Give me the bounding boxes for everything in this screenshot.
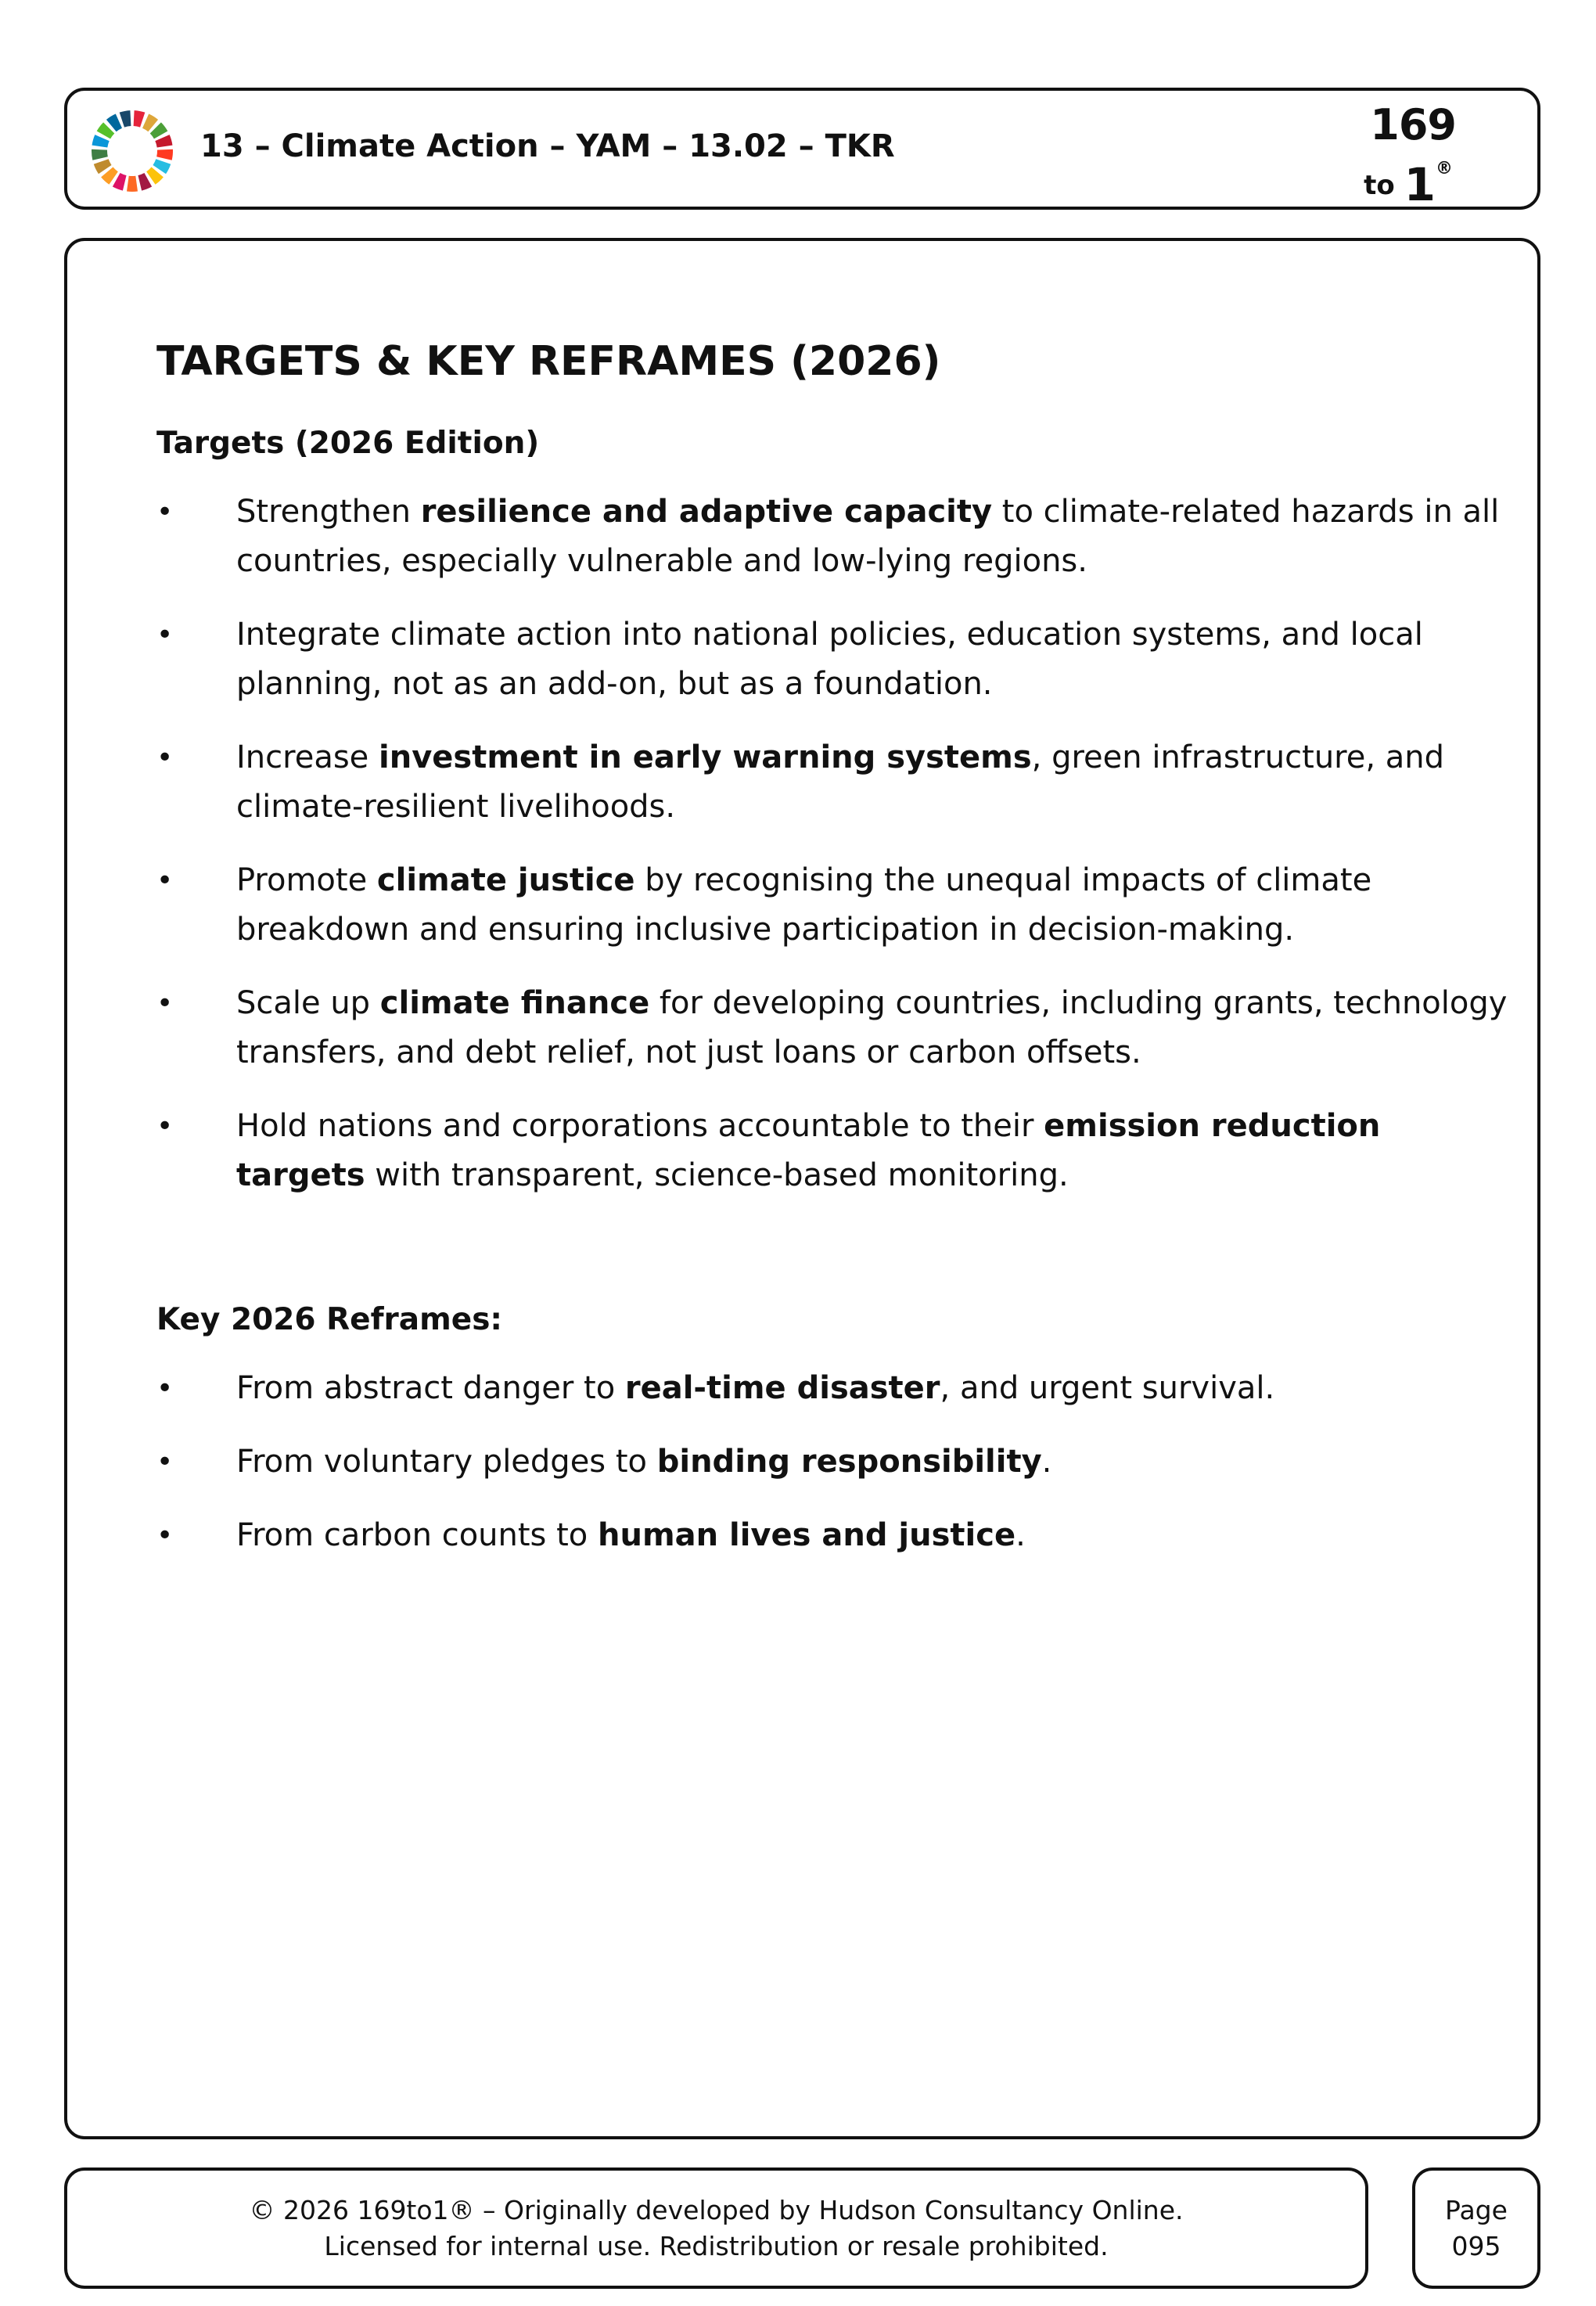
brand-mark [1364,100,1500,211]
text-segment: Promote [236,862,377,898]
brand-registered: ® [1436,159,1453,178]
targets-list [156,487,1510,1225]
logo-segment [156,149,173,160]
text-segment: From voluntary pledges to [236,1444,657,1480]
list-item [156,1511,1510,1560]
text-segment: , green infrastructure, and climate-resilient livelihoods. [236,739,1445,825]
page-label: Page [1445,2195,1508,2225]
text-segment: Scale up [236,985,380,1021]
sdg-wheel-logo [89,108,175,194]
text-segment: , and urgent survival. [940,1370,1275,1406]
text-segment: Strengthen [236,494,421,530]
footer-line-2: Licensed for internal use. Redistribution or resale prohibited. [324,2231,1109,2261]
brand-to-text: to [1364,170,1395,201]
list-item [156,1437,1510,1487]
reframes-heading: Key 2026 Reframes: [156,1302,503,1337]
logo-segment [134,110,146,128]
text-segment: From abstract danger to [236,1370,625,1406]
list-item [156,979,1510,1077]
bold-phrase: real-time disaster [624,1370,940,1406]
text-segment: with transparent, science-based monitoring. [365,1157,1069,1193]
logo-segment [92,149,108,160]
targets-heading: Targets (2026 Edition) [156,426,540,461]
page-number-box [1412,2167,1540,2289]
bold-phrase: binding responsibility [656,1444,1042,1480]
bold-phrase: investment in early warning systems [379,739,1032,775]
footer-line-1: © 2026 169to1® – Originally developed by Hudson Consultancy Online. [249,2195,1184,2225]
brand-to-one [1364,158,1453,211]
list-item [156,487,1510,586]
text-segment: by recognising the unequal impacts of climate breakdown and ensuring inclusive participation in decision-making. [236,862,1372,948]
text-segment: to climate-related hazards in all countries, especially vulnerable and low-lying regions. [236,494,1500,579]
bold-phrase: emission reduction targets [236,1108,1381,1193]
text-segment: . [1015,1517,1026,1553]
footer-copyright [64,2167,1368,2289]
text-segment: Increase [236,739,379,775]
brand-one: 1 [1404,158,1436,211]
list-item [156,1364,1510,1413]
bold-phrase: resilience and adaptive capacity [420,494,993,530]
text-segment: Integrate climate action into national policies, education systems, and local planning, not as an add-on, but as a foundation. [236,617,1423,702]
logo-segment [127,176,138,192]
text-segment: . [1041,1444,1052,1480]
reframes-list [156,1364,1510,1585]
bold-phrase: human lives and justice [597,1517,1016,1553]
page-text [1415,2193,1537,2265]
brand-number: 169 [1370,100,1456,149]
list-item [156,610,1510,709]
page-title: TARGETS & KEY REFRAMES (2026) [156,338,941,385]
content-panel [64,238,1540,2139]
text-segment: for developing countries, including grants, technology transfers, and debt relief, not just loans or carbon offsets. [236,985,1508,1070]
page-number: 095 [1451,2231,1501,2261]
bold-phrase: climate finance [379,985,650,1021]
list-item [156,733,1510,832]
list-item [156,1102,1510,1200]
logo-segment [120,110,131,128]
bold-phrase: climate justice [376,862,635,898]
document-code: 13 – Climate Action – YAM – 13.02 – TKR [200,128,895,164]
footer-text [67,2193,1365,2265]
header-bar [64,88,1540,210]
list-item [156,856,1510,955]
text-segment: Hold nations and corporations accountable to their [236,1108,1044,1144]
text-segment: From carbon counts to [236,1517,598,1553]
